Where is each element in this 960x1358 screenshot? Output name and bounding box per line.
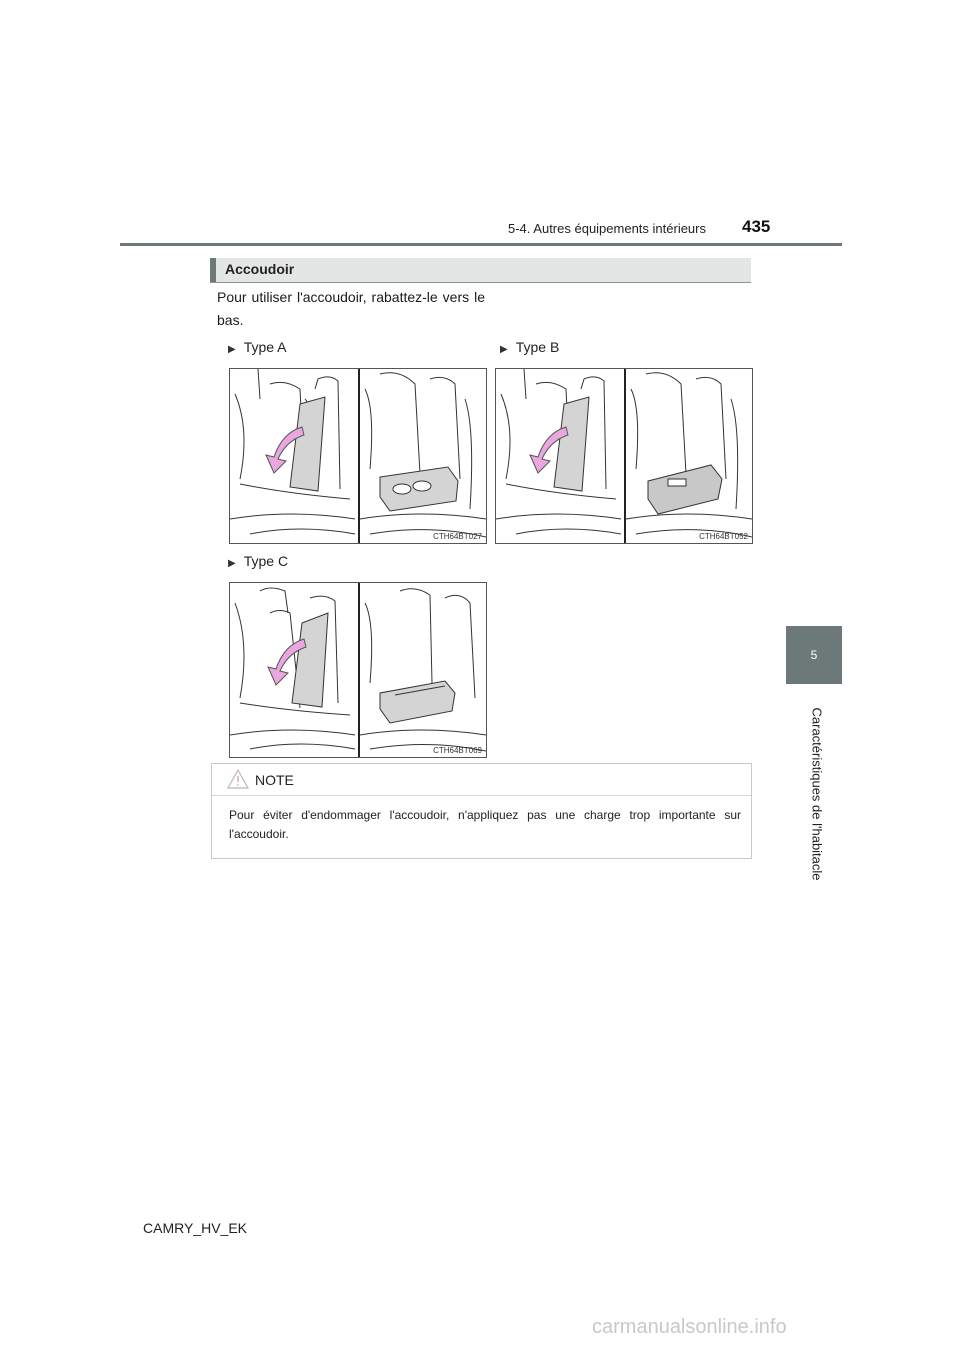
seat-illustration-c xyxy=(230,583,486,757)
armrest-down-b xyxy=(648,465,722,514)
figure-type-c xyxy=(229,582,487,758)
section-title: Accoudoir xyxy=(225,261,295,277)
triangle-right-icon: ▶ xyxy=(228,344,236,355)
figure-code: CTH64BT027 xyxy=(433,532,482,541)
type-b-label: ▶ Type B xyxy=(500,339,560,355)
type-c-label: ▶ Type C xyxy=(228,553,289,569)
triangle-right-icon: ▶ xyxy=(228,558,236,569)
title-stripe xyxy=(210,258,216,282)
figure-type-b xyxy=(495,368,753,544)
chapter-tab xyxy=(786,626,842,684)
watermark: carmanualsonline.info xyxy=(592,1316,787,1338)
section-header: 5-4. Autres équipements intérieurs xyxy=(508,221,706,236)
figure-code: CTH64BT052 xyxy=(699,532,748,541)
chapter-title: Caractéristiques de l'habitacle xyxy=(809,707,825,881)
seat-illustration-a xyxy=(230,369,486,543)
note-header xyxy=(212,764,751,796)
type-a-label: ▶ Type A xyxy=(228,339,287,355)
note-box xyxy=(211,763,752,859)
page-number: 435 xyxy=(742,217,771,236)
intro-text: Pour utiliser l'accoudoir, rabattez-le vers le bas. xyxy=(217,289,485,328)
figure-type-a xyxy=(229,368,487,544)
armrest-down-c xyxy=(380,681,455,723)
figure-code: CTH64BT069 xyxy=(433,746,482,755)
header-rule xyxy=(120,243,842,246)
armrest-panel-a xyxy=(290,397,325,491)
seat-illustration-b xyxy=(496,369,752,543)
note-body: Pour éviter d'endommager l'accoudoir, n'appliquez pas une charge trop importante sur l'accoudoir. xyxy=(229,808,741,841)
note-title: NOTE xyxy=(255,772,294,788)
warning-icon xyxy=(227,769,249,789)
triangle-right-icon: ▶ xyxy=(500,344,508,355)
chapter-number: 5 xyxy=(810,648,818,662)
section-title-bar xyxy=(210,258,751,283)
armrest-panel-c xyxy=(292,613,328,707)
footer-model-code: CAMRY_HV_EK xyxy=(143,1220,248,1236)
armrest-panel-b xyxy=(554,397,589,491)
